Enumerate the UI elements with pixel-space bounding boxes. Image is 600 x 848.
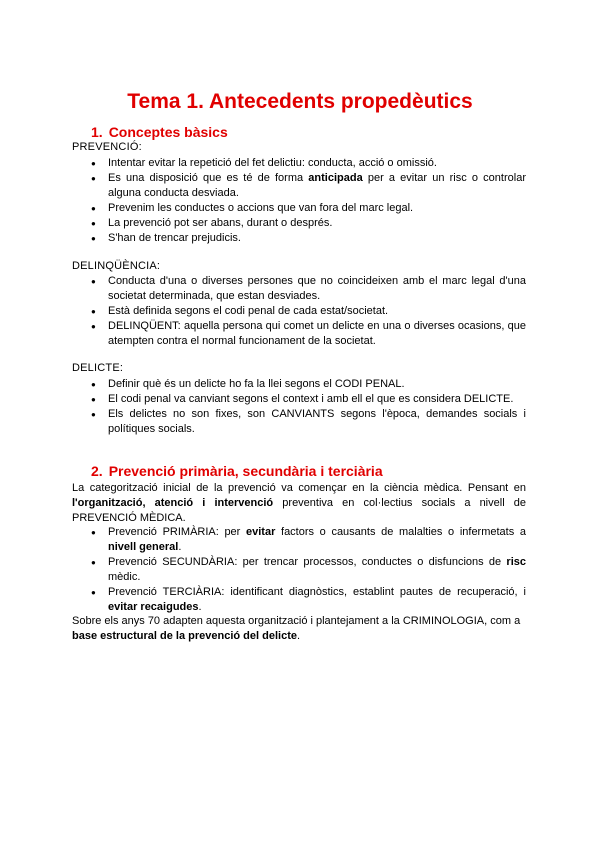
prevencio-list	[108, 156, 526, 246]
list-item: ● Prevenim les conductes o accions que van fora del marc legal.	[108, 201, 526, 216]
list-item: ● Prevenció TERCIÀRIA: identificant diagnòstics, establint pautes de recuperació, i evitar recaigudes.	[108, 585, 526, 615]
list-item: ● Es una disposició que es té de forma anticipada per a evitar un risc o controlar alguna conducta desviada.	[108, 171, 526, 201]
prevencio-label: PREVENCIÓ:	[72, 141, 142, 153]
section-2-outro: Sobre els anys 70 adapten aquesta organització i plantejament a la CRIMINOLOGIA, com a base estructural de la prevenció del delicte.	[72, 615, 521, 642]
list-item: ● Conducta d'una o diverses persones que no coincideixen amb el marc legal d'una societat determinada, que estan desviades.	[108, 274, 526, 304]
section-2-intro: La categorització inicial de la prevenció va començar en la ciència mèdica. Pensant en l'organització, atenció i intervenció preventiva en col·lectius socials a nivell de PREVENCIÓ MÈDICA.	[72, 482, 526, 524]
delicte-list	[108, 377, 526, 437]
list-item: ● Prevenció SECUNDÀRIA: per trencar processos, conductes o disfuncions de risc mèdic.	[108, 555, 526, 585]
list-item: ● Està definida segons el codi penal de cada estat/societat.	[108, 304, 526, 319]
delinquencia-label: DELINQÜÈNCIA:	[72, 260, 161, 272]
list-item: ● Prevenció PRIMÀRIA: per evitar factors o causants de malalties o infermetats a nivell general.	[108, 525, 526, 555]
list-item: ● Els delictes no son fixes, son CANVIANTS segons l'època, demandes socials i polítiques socials.	[108, 407, 526, 437]
section-1-heading	[91, 124, 228, 140]
section-2-heading	[91, 463, 383, 479]
page-title: Tema 1. Antecedents propedèutics	[127, 90, 473, 113]
list-item: ● El codi penal va canviant segons el context i amb ell el que es considera DELICTE.	[108, 392, 526, 407]
list-item: ● Definir què és un delicte ho fa la llei segons el CODI PENAL.	[108, 377, 526, 392]
delinquencia-list	[108, 274, 526, 349]
section-1-title: Conceptes bàsics	[108, 124, 228, 140]
section-2-number: 2.	[91, 463, 103, 479]
prevention-levels-list	[108, 525, 526, 615]
section-1-number: 1.	[91, 124, 103, 140]
list-item: ● DELINQÜENT: aquella persona qui comet un delicte en una o diverses ocasions, que atempten contra el normal funcionament de la societat.	[108, 319, 526, 349]
delicte-label: DELICTE:	[72, 362, 124, 374]
list-item: ● Intentar evitar la repetició del fet delictiu: conducta, acció o omissió.	[108, 156, 526, 171]
list-item: ● La prevenció pot ser abans, durant o després.	[108, 216, 526, 231]
section-2-title: Prevenció primària, secundària i terciària	[108, 463, 383, 479]
list-item: ● S'han de trencar prejudicis.	[108, 231, 526, 246]
